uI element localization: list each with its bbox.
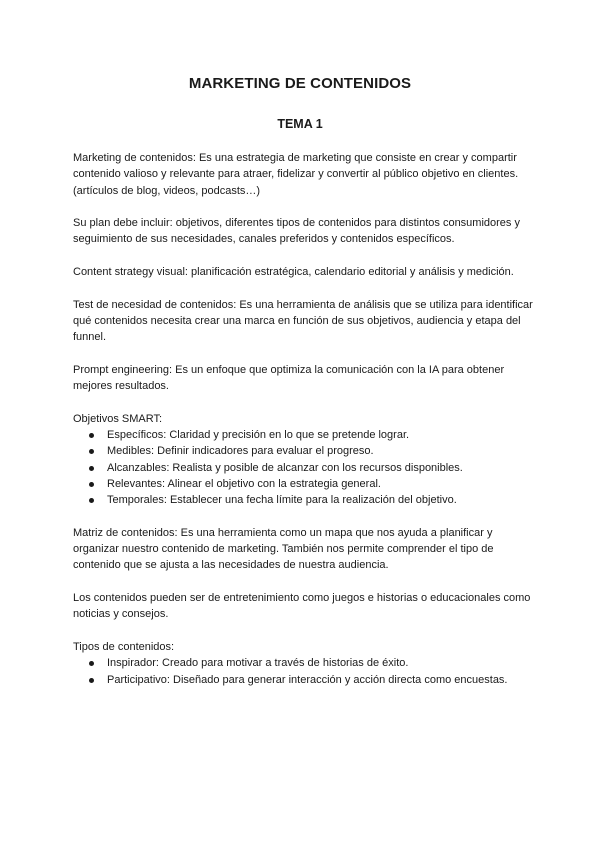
list-item-text: Participativo: Diseñado para generar interacción y acción directa como encuestas. — [107, 673, 508, 686]
list-item — [73, 492, 533, 508]
list-item-text: Relevantes: Alinear el objetivo con la estrategia general. — [107, 477, 381, 490]
paragraph-marketing-contenidos: Marketing de contenidos: Es una estrategia de marketing que consiste en crear y compartir contenido valioso y relevante para atraer, fidelizar y convertir al público objetivo en clientes. (artículos de blog, videos, podcasts…) — [73, 152, 519, 197]
paragraph-plan: Su plan debe incluir: objetivos, diferentes tipos de contenidos para distintos consumidores y seguimiento de sus necesidades, canales preferidos y contenidos específicos. — [73, 217, 520, 246]
list-item — [73, 655, 533, 671]
types-heading: Tipos de contenidos: — [73, 640, 175, 653]
bullet-icon — [89, 482, 94, 487]
list-item-text: Medibles: Definir indicadores para evaluar el progreso. — [107, 445, 374, 458]
list-item-text: Inspirador: Creado para motivar a través de historias de éxito. — [107, 657, 409, 670]
list-item-text: Temporales: Establecer una fecha límite para la realización del objetivo. — [107, 494, 457, 507]
types-list — [73, 655, 533, 688]
list-item — [73, 476, 533, 492]
document-body — [73, 150, 533, 704]
list-item-text: Alcanzables: Realista y posible de alcanzar con los recursos disponibles. — [107, 461, 463, 474]
bullet-icon — [89, 433, 94, 438]
list-item — [73, 443, 533, 459]
paragraph-tipos-entretenimiento: Los contenidos pueden ser de entretenimiento como juegos e historias o educacionales como noticias y consejos. — [73, 592, 531, 621]
section-subtitle: TEMA 1 — [277, 117, 323, 131]
bullet-icon — [89, 678, 94, 683]
bullet-icon — [89, 498, 94, 503]
smart-heading: Objetivos SMART: — [73, 412, 163, 425]
bullet-icon — [89, 449, 94, 454]
smart-list — [73, 427, 533, 508]
bullet-icon — [89, 466, 94, 471]
paragraph-matriz: Matriz de contenidos: Es una herramienta como un mapa que nos ayuda a planificar y organizar nuestro contenido de marketing. También nos permite comprender el tipo de contenido que se ajusta a las necesidades de nuestra audiencia. — [73, 526, 494, 572]
list-item-text: Específicos: Claridad y precisión en lo que se pretende lograr. — [107, 429, 410, 442]
paragraph-content-strategy: Content strategy visual: planificación estratégica, calendario editorial y análisis y medición. — [73, 266, 514, 279]
paragraph-prompt-engineering: Prompt engineering: Es un enfoque que optimiza la comunicación con la IA para obtener mejores resultados. — [73, 363, 505, 393]
paragraph-test-necesidad: Test de necesidad de contenidos: Es una herramienta de análisis que se utiliza para identificar qué contenidos necesita crear una marca en función de sus objetivos, audiencia y etapa del funnel. — [73, 298, 533, 344]
document-title: MARKETING DE CONTENIDOS — [188, 75, 412, 92]
list-item — [73, 672, 533, 688]
list-item — [73, 460, 533, 476]
bullet-icon — [89, 661, 94, 666]
list-item — [73, 427, 533, 443]
